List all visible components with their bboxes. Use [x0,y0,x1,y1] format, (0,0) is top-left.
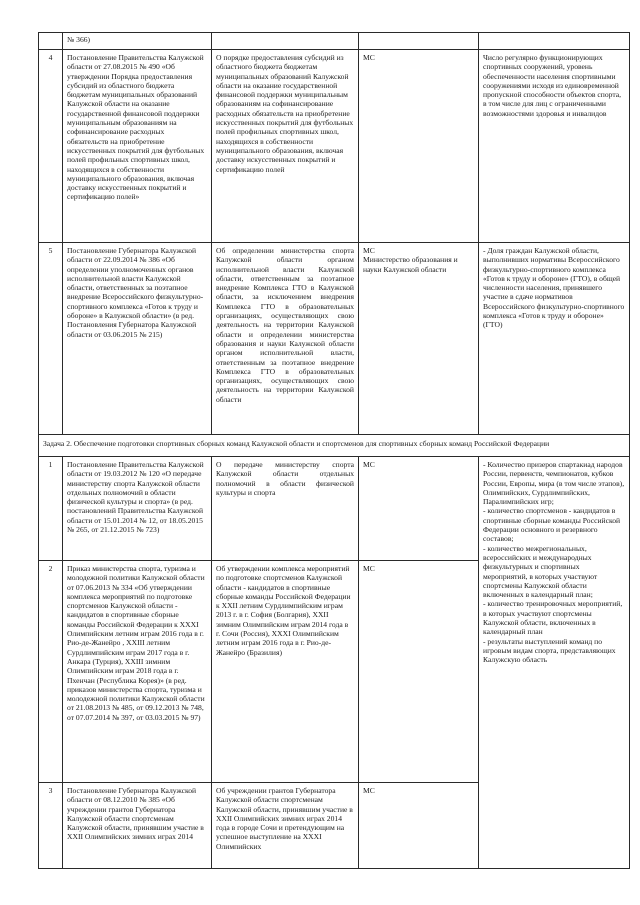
indicator-cell: - Доля граждан Калужской области, выполнивших нормативы Всероссийского физкультурно-спортивного комплекса «Готов к труду и обороне» (ГТО), в общей численности населения, принявшего участие в сдаче нормативов Всероссийского физкультурно-спортивного комплекса «Готов к труду и обороне» (ГТО) [479,243,630,435]
content-cell: О передаче министерству спорта Калужской области отдельных полномочий в области физической культуры и спорта [212,457,359,561]
executor-cell: МС [359,561,479,783]
content-cell: Об учреждении грантов Губернатора Калужской области спортсменам Калужской области, принявшим участие в XXII Олимпийских зимних играх 2014 года в городе Сочи и претендующим на успешное выступление на XXXI Олимпийских [212,783,359,869]
table-row [39,457,630,561]
doc-cell: Постановление Губернатора Калужской области от 08.12.2010 № 385 «Об учреждении грантов Губернатора Калужской области спортсменам Калужской области, принявшим участие в XXII Олимпийских зимних играх 2014 [63,783,212,869]
document-sheet [38,32,629,879]
indicator-cell: Число регулярно функционирующих спортивных сооружений, уровень обеспеченности населения спортивными сооружениями исходя из единовременной пропускной способности объектов спорта, в том числе для лиц с ограниченными возможностями здоровья и инвалидов [479,50,630,243]
task-heading: Задача 2. Обеспечение подготовки спортивных сборных команд Калужской области и спортсменов для спортивных сборных команд Российской Федерации [39,435,630,457]
task-heading-row [39,435,630,457]
row-number: 4 [39,50,63,243]
doc-cell: Приказ министерства спорта, туризма и молодежной политики Калужской области от 07.06.2013 № 334 «Об утверждении комплекса мероприятий по подготовке спортсменов Калужской области - кандидатов в спортивные сборные команды Российской Федерации к XXXI Олимпийским летним играм 2016 года в г. Рио-де-Жанейро , XXIII летним Сурдлимпийским играм 2017 года в г. Анкара (Турция), XXIII зимним Олимпийским играм 2018 года в г. Пхенчан (Республика Корея)» (в ред. приказов министерства спорта, туризма и молодежной политики Калужской области от 21.08.2013 № 485, от 09.12.2013 № 748, от 07.07.2014 № 397, от 03.03.2015 № 97) [63,561,212,783]
row-number: 2 [39,561,63,783]
content-cell: О порядке предоставления субсидий из областного бюджета бюджетам муниципальных образований Калужской области на оказание государственной финансовой поддержки муниципальным образованиям на софинансирование расходных обязательств на приобретение искусственных покрытий для футбольных полей профильных спортивных школ, находящихся в собственности муниципального образования, включая доставку искусственных покрытий и сертификацию полей [212,50,359,243]
executor-cell: МС Министерство образования и науки Калужской области [359,243,479,435]
table-row [39,50,630,243]
executor-cell: МС [359,50,479,243]
row-number: 5 [39,243,63,435]
doc-cell: Постановление Правительства Калужской области от 27.08.2015 № 490 «Об утверждении Порядка предоставления субсидий из областного бюджета бюджетам муниципальных образований Калужской области на оказание государственной финансовой поддержки муниципальным образованиям на софинансирование расходных обязательств на приобретение искусственных покрытий для футбольных полей профильных спортивных школ, находящихся в собственности муниципального образования, включая доставку искусственных покрытий и сертификацию полей» [63,50,212,243]
doc-cell: № 366) [63,33,212,50]
doc-cell: Постановление Правительства Калужской области от 19.03.2012 № 120 «О передаче министерству спорта Калужской области отдельных полномочий в области физической культуры и спорта» (в ред. постановлений Правительства Калужской области от 15.01.2014 № 12, от 18.05.2015 № 265, от 21.12.2015 № 723) [63,457,212,561]
doc-cell: Постановление Губернатора Калужской области от 22.09.2014 № 386 «Об определении уполномоченных органов исполнительной власти Калужской области, ответственных за поэтапное внедрение Всероссийского физкультурно-спортивного комплекса «Готов к труду и обороне» в Калужской области» (в ред. Постановления Губернатора Калужской области от 03.06.2015 № 215) [63,243,212,435]
program-table [38,32,630,869]
content-cell: Об утверждении комплекса мероприятий по подготовке спортсменов Калужской области - кандидатов в спортивные сборные команды Российской Федерации к XXII летним Сурдлимпийским играм 2013 г. в г. София (Болгария), XXII зимним Олимпийским играм 2014 года в г. Сочи (Россия), XXXI Олимпийским летним играм 2016 года в г. Рио-де-Жанейро (Бразилия) [212,561,359,783]
indicator-cell: - Количество призеров спартакиад народов России, первенств, чемпионатов, кубков России, Европы, мира (в том числе этапов), Олимпийских, Сурдлимпийских, Паралимпийских игр; - количество спортсменов - кандидатов в спортивные сборные команды Российской Федерации основного и резервного составов; - количество межрегиональных, всероссийских и международных физкультурных и спортивных мероприятий, в которых участвуют спортсмены Калужской области включенных в календарный план; - количество тренировочных мероприятий, в которых участвуют спортсмены Калужской области, включенных в календарный план - результаты выступлений команд по игровым видам спорта, представляющих Калужскую область [479,457,630,869]
table-row [39,243,630,435]
row-number: 1 [39,457,63,561]
row-number: 3 [39,783,63,869]
executor-cell: МС [359,457,479,561]
content-cell: Об определении министерства спорта Калужской области органом исполнительной власти Калужской области, ответственным за поэтапное внедрение Комплекса ГТО в Калужской области, за исключением внедрения Комплекса ГТО в образовательных организациях, осуществляющих свою деятельность на территории Калужской области и определении министерства образования и науки Калужской области органом исполнительной власти, ответственным за поэтапное внедрение Комплекса ГТО в образовательных организациях, осуществляющих свою деятельность на территории Калужской области [212,243,359,435]
table-row-fragment [39,33,630,50]
executor-cell: МС [359,783,479,869]
